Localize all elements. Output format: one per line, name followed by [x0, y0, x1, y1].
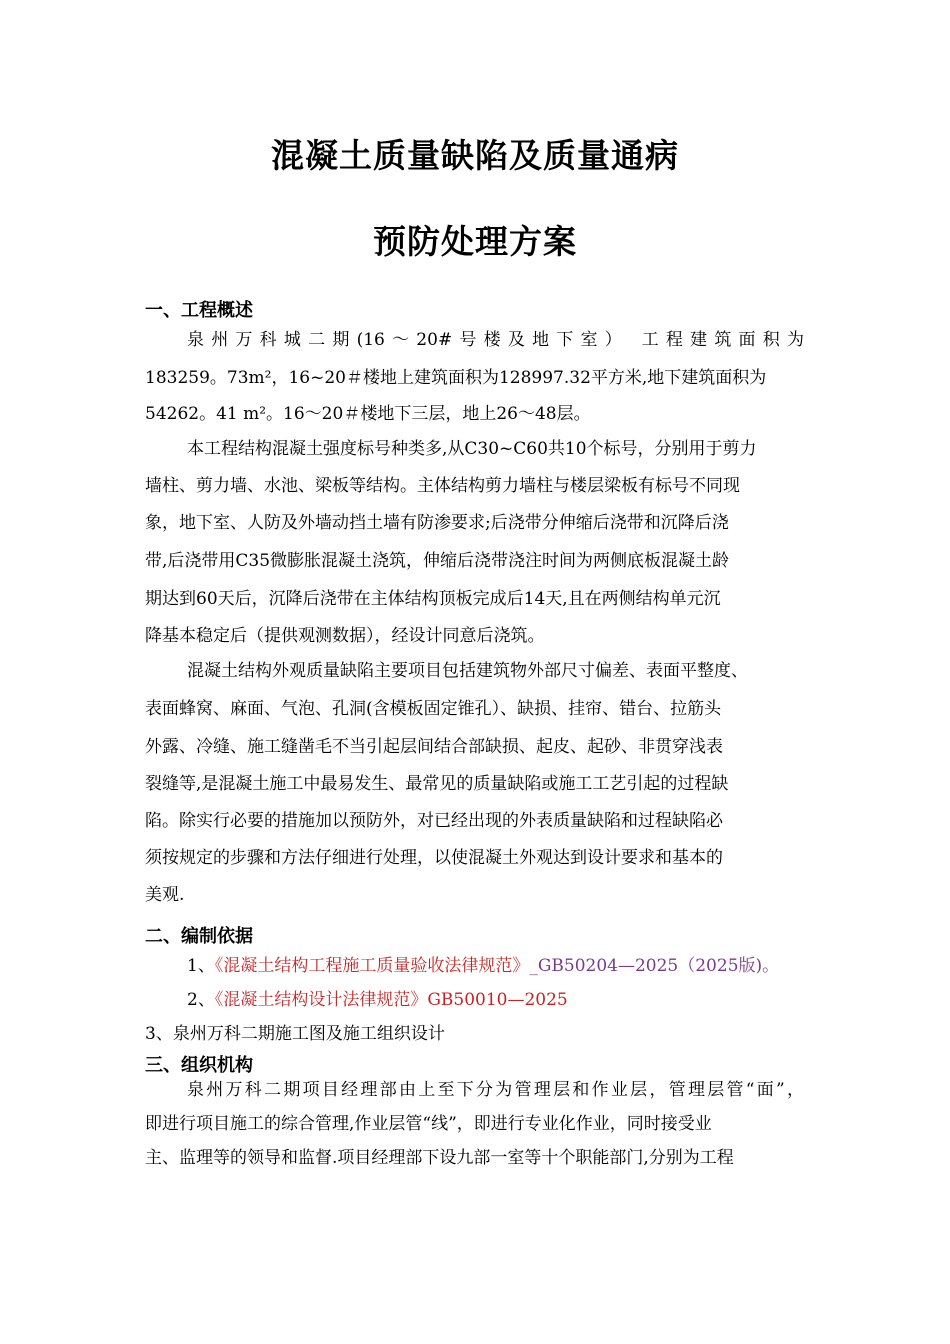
document-title-line-1: 混凝土质量缺陷及质量通病 — [271, 136, 679, 175]
paragraph-line: 表面蜂窝、麻面、气泡、孔洞(含模板固定锥孔）、缺损、挂帘、错台、拉筋头 — [145, 699, 722, 719]
reference-title: 《混凝土结构工程施工质量验收法律规范》 — [214, 956, 530, 976]
paragraph-line: 须按规定的步骤和方法仔细进行处理，以使混凝土外观达到设计要求和基本的 — [145, 848, 723, 868]
paragraph-line: 墙柱、剪力墙、水池、梁板等结构。主体结构剪力墙柱与楼层梁板有标号不同现 — [145, 476, 740, 496]
paragraph-line: 即进行项目施工的综合管理,作业层管“线”，即进行专业化作业，同时接受业 — [145, 1114, 712, 1134]
paragraph-line: 降基本稳定后（提供观测数据），经设计同意后浇筑。 — [145, 626, 545, 646]
paragraph-line: 期达到60天后，沉降后浇带在主体结构顶板完成后14天,且在两侧结构单元沉 — [145, 589, 721, 609]
paragraph-line: 美观. — [145, 885, 185, 905]
section-1-heading: 一、工程概述 — [145, 300, 253, 321]
paragraph-line: 本工程结构混凝土强度标号种类多,从C30~C60共10个标号，分别用于剪力 — [187, 439, 757, 459]
paragraph-line: 陷。除实行必要的措施加以预防外，对已经出现的外表质量缺陷和过程缺陷必 — [145, 811, 723, 831]
paragraph-line: 主、监理等的领导和监督.项目经理部下设九部一室等十个职能部门,分别为工程 — [145, 1148, 734, 1168]
reference-item — [187, 958, 779, 975]
section-2-heading: 二、编制依据 — [145, 926, 253, 947]
reference-title: 《混凝土结构设计法律规范》 — [214, 990, 428, 1010]
paragraph-line: 带,后浇带用C35微膨胀混凝土浇筑，伸缩后浇带浇注时间为两侧底板混凝土龄 — [145, 551, 730, 571]
paragraph-line: 泉州万科二期项目经理部由上至下分为管理层和作业层，管理层管“面”， — [187, 1080, 804, 1100]
reference-code: GB50010—2025 — [427, 990, 568, 1010]
paragraph-line: 外露、冷缝、施工缝凿毛不当引起层间结合部缺损、起皮、起砂、非贯穿浅表 — [145, 737, 723, 757]
reference-item: 3、泉州万科二期施工图及施工组织设计 — [145, 1024, 445, 1044]
reference-number: 2、 — [187, 990, 215, 1010]
paragraph-line: 183259。73m²，16~20＃楼地上建筑面积为128997.32平方米,地下建筑面积为 — [145, 368, 767, 388]
reference-number: 1、 — [187, 956, 215, 976]
section-3-heading: 三、组织机构 — [145, 1055, 253, 1076]
paragraph-line: 54262。41 m²。16～20＃楼地下三层，地上26～48层。 — [145, 404, 591, 424]
paragraph-line: 泉州万科城二期(16～20#号楼及地下室） 工程建筑面积为 — [187, 330, 804, 350]
paragraph-line: 裂缝等,是混凝土施工中最易发生、最常见的质量缺陷或施工工艺引起的过程缺 — [145, 774, 729, 794]
reference-code: _GB50204—2025（2025版)。 — [529, 956, 780, 976]
paragraph-line: 象，地下室、人防及外墙动挡土墙有防渗要求;后浇带分伸缩后浇带和沉降后浇 — [145, 513, 729, 533]
reference-item — [187, 992, 568, 1009]
paragraph-line: 混凝土结构外观质量缺陷主要项目包括建筑物外部尺寸偏差、表面平整度、 — [187, 661, 748, 681]
document-title-line-2: 预防处理方案 — [373, 222, 577, 261]
